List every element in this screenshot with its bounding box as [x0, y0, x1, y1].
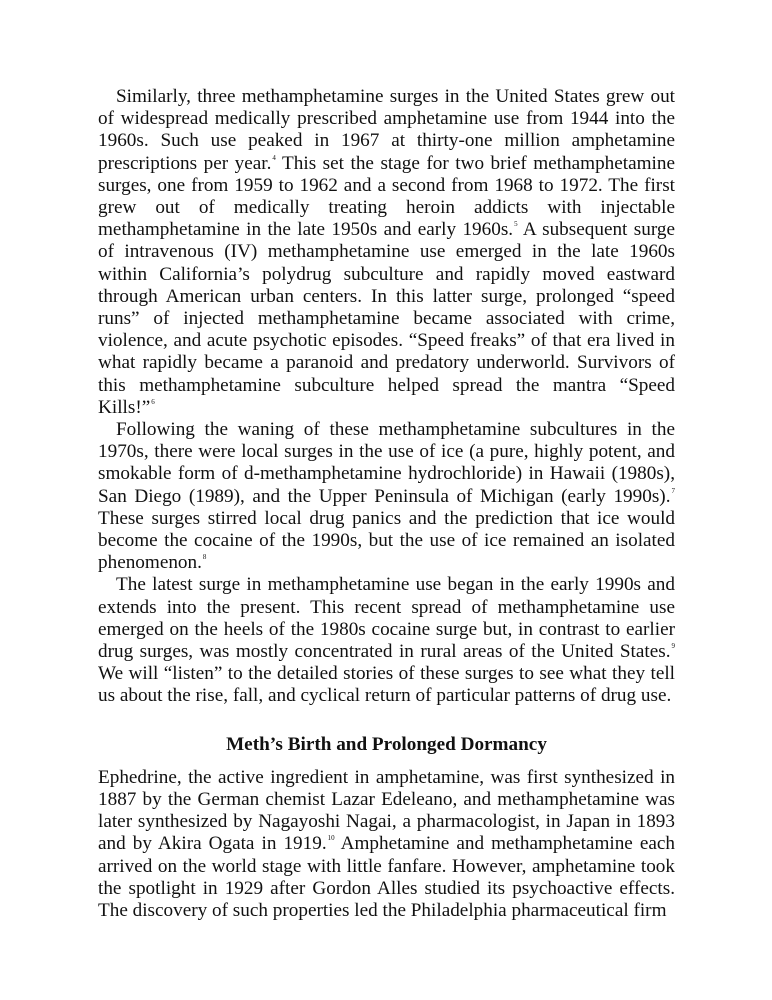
paragraph	[98, 419, 675, 574]
footnote-marker: 8	[202, 553, 207, 562]
footnote-marker: 7	[671, 486, 675, 495]
paragraph-text: These surges stirred local drug panics and the prediction that ice would become the cocaine of the 1990s, but the use of ice remained an isolated phenomenon.	[98, 507, 675, 574]
paragraph-text: Similarly, three methamphetamine surges in the United States grew out of widespread medically prescribed amphetamine use from 1944 into the 1960s. Such use peaked in 1967 at thirty-one million amphetamine prescriptions per year.	[98, 86, 675, 174]
footnote-marker: 5	[514, 220, 518, 229]
paragraph-text: Following the waning of these methamphetamine subcultures in the 1970s, there were local surges in the use of ice (a pure, highly potent, and smokable form of d-methamphetamine hydrochloride) in Hawaii (1980s), San Diego (1989), and the Upper Peninsula of Michigan (early 1990s).	[98, 419, 675, 507]
body-text-after-heading	[98, 767, 675, 922]
paragraph-text: The latest surge in methamphetamine use began in the early 1990s and extends into the present. This recent spread of methamphetamine use emerged on the heels of the 1980s cocaine surge but, in contrast to earlier drug surges, was mostly concentrated in rural areas of the United States.	[98, 574, 675, 663]
paragraph-text: This set the stage for two brief methamphetamine surges, one from 1959 to 1962 and a second from 1968 to 1972. The first grew out of medically treating heroin addicts with injectable methamphetamine in the late 1950s and early 1960s.	[98, 152, 675, 241]
paragraph-text: Ephedrine, the active ingredient in amphetamine, was first synthesized in 1887 by the German chemist Lazar Edeleano, and methamphetamine was later synthesized by Nagayoshi Nagai, a pharmacologist, in Japan in 1893 and by Akira Ogata in 1919.	[98, 766, 675, 855]
footnote-marker: 10	[327, 834, 335, 843]
paragraph-text: A subsequent surge of intravenous (IV) methamphetamine use emerged in the late 1960s within California’s polydrug subculture and rapidly moved eastward through American urban centers. In this latter surge, prolonged “speed runs” of injected methamphetamine became associated with crime, violence, and acute psychotic episodes. “Speed freaks” of that era lived in what rapidly became a paranoid and predatory underworld. Survivors of this methamphetamine subculture helped spread the mantra “Speed Kills!”	[98, 219, 675, 418]
paragraph-text: Amphetamine and methamphetamine each arrived on the world stage with little fanfare. However, amphetamine took the spotlight in 1929 after Gordon Alles studied its psychoactive effects. The discovery of such properties led the Philadelphia pharmaceutical firm	[98, 833, 675, 921]
paragraph	[98, 767, 675, 922]
paragraph-text: We will “listen” to the detailed stories of these surges to see what they tell us about the rise, fall, and cyclical return of particular patterns of drug use.	[98, 663, 675, 707]
footnote-marker: 6	[151, 397, 155, 406]
paragraph	[98, 574, 675, 707]
body-text-before-heading	[98, 86, 675, 708]
document-page	[98, 86, 675, 922]
section-heading: Meth’s Birth and Prolonged Dormancy	[226, 733, 547, 755]
paragraph	[98, 86, 675, 419]
footnote-marker: 4	[272, 153, 276, 162]
footnote-marker: 9	[671, 642, 675, 651]
